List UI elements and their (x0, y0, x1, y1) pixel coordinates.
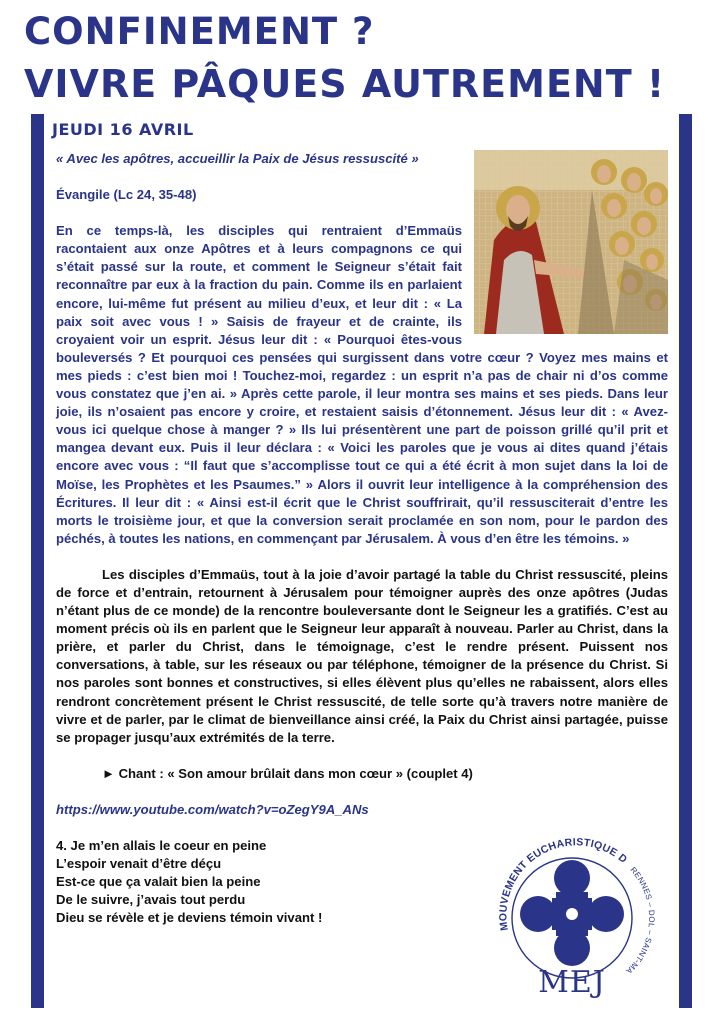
content-body (56, 150, 668, 927)
right-border-bar (679, 114, 692, 1008)
logo-ring-top-text: MOUVEMENT EUCHARISTIQUE D (497, 836, 630, 932)
reflection-text: Les disciples d’Emmaüs, tout à la joie d’avoir partagé la table du Christ ressuscité, pleins de force et d’entrain, retournent à Jérusalem pour témoigner auprès des onze apôtres (Judas n’étant plus de ce monde) de la rencontre bouleversante dont le Seigneur les a gratifiés. C’est au moment précis où ils en parlent que le Seigneur leur apparaît à nouveau. Parler au Christ, dans la prière, et parler du Christ, dans le témoignage, c’est le rendre présent. Puissent nos conversations, à table, sur les réseaux ou par téléphone, témoigner de la présence du Christ. Si nos paroles sont bonnes et constructives, si elles élèvent plus qu’elles ne rabaissent, alors elles rendront concrètement présent le Christ ressuscité, de telle sorte qu’à travers notre manière de vivre et de parler, par le climat de bienveillance ainsi créé, la Paix du Christ ainsi partagée, puisse se propager jusqu’aux extrémités de la terre. (56, 566, 668, 745)
logo-acronym: MEJ (538, 965, 606, 1000)
lyric-line-3: Est-ce que ça valait bien la peine (56, 874, 261, 890)
gospel-text: En ce temps-là, les disciples qui rentraient d’Emmaüs racontaient aux onze Apôtres et à leurs compagnons ce qui s’était passé sur la route, et comment le Seigneur s’était fait reconnaître par eux à la fraction du pain. Comme ils en parlaient encore, lui-même fut présent au milieu d’eux, et leur dit : « La paix soit avec vous ! » Saisis de frayeur et de crainte, ils croyaient voir un esprit. Jésus leur dit : « Pourquoi êtes-vous bouleversés ? Et pourquoi ces pensées qui surgissent dans votre cœur ? Voyez mes mains et mes pieds : c’est bien moi ! Touchez-moi, regardez : un esprit n’a pas de chair ni d’os comme vous constatez que j’en ai. » Après cette parole, il leur montra ses mains et ses pieds. Dans leur joie, ils n’osaient pas encore y croire, et restaient saisis d’étonnement. Jésus leur dit : « Avez-vous ici quelque chose à manger ? » Ils lui présentèrent une part de poisson grillé qu’il prit et mangea devant eux. Puis il leur déclara : « Voici les paroles que je vous ai dites quand j’étais encore avec vous : “Il faut que s’accomplisse tout ce qui a été écrit à mon sujet dans la loi de Moïse, les Prophètes et les Psaumes.” » Alors il ouvrit leur intelligence à la compréhension des Écritures. Il leur dit : « Ainsi est-il écrit que le Christ souffrirait, qu’il ressusciterait d’entre les morts le troisième jour, et que la conversion serait proclamée en son nom, pour le pardon des péchés, à toutes les nations, en commençant par Jérusalem. À vous d’en être les témoins. » (56, 223, 668, 546)
lyric-line-2: L’espoir venait d’être déçu (56, 856, 222, 872)
chant-video-link[interactable]: https://www.youtube.com/watch?v=oZegY9A_ANs (56, 801, 369, 817)
christ-apostles-mosaic-icon (474, 150, 668, 334)
lyric-line-4: De le suivre, j’avais tout perdu (56, 892, 246, 908)
left-border-bar (31, 114, 44, 1008)
mej-logo-icon (494, 830, 662, 1000)
mej-logo (494, 830, 662, 1000)
reading-quote: « Avec les apôtres, accueillir la Paix de Jésus ressuscité » (56, 151, 419, 166)
gospel-reference: Évangile (Lc 24, 35-48) (56, 187, 197, 203)
logo-ring-side-text: RENNES – DOL – SAINT-MA (624, 865, 657, 976)
lyric-line-1: 4. Je m’en allais le coeur en peine (56, 838, 267, 853)
chant-heading: ► Chant : « Son amour brûlait dans mon cœur » (couplet 4) (102, 765, 473, 781)
title-line-2: VIVRE PÂQUES AUTREMENT ! (24, 62, 666, 106)
title-line-1: CONFINEMENT ? (24, 10, 375, 53)
date-heading: JEUDI 16 AVRIL (52, 120, 194, 139)
lyric-line-5: Dieu se révèle et je deviens témoin vivant ! (56, 910, 323, 926)
mosaic-image (474, 150, 668, 334)
